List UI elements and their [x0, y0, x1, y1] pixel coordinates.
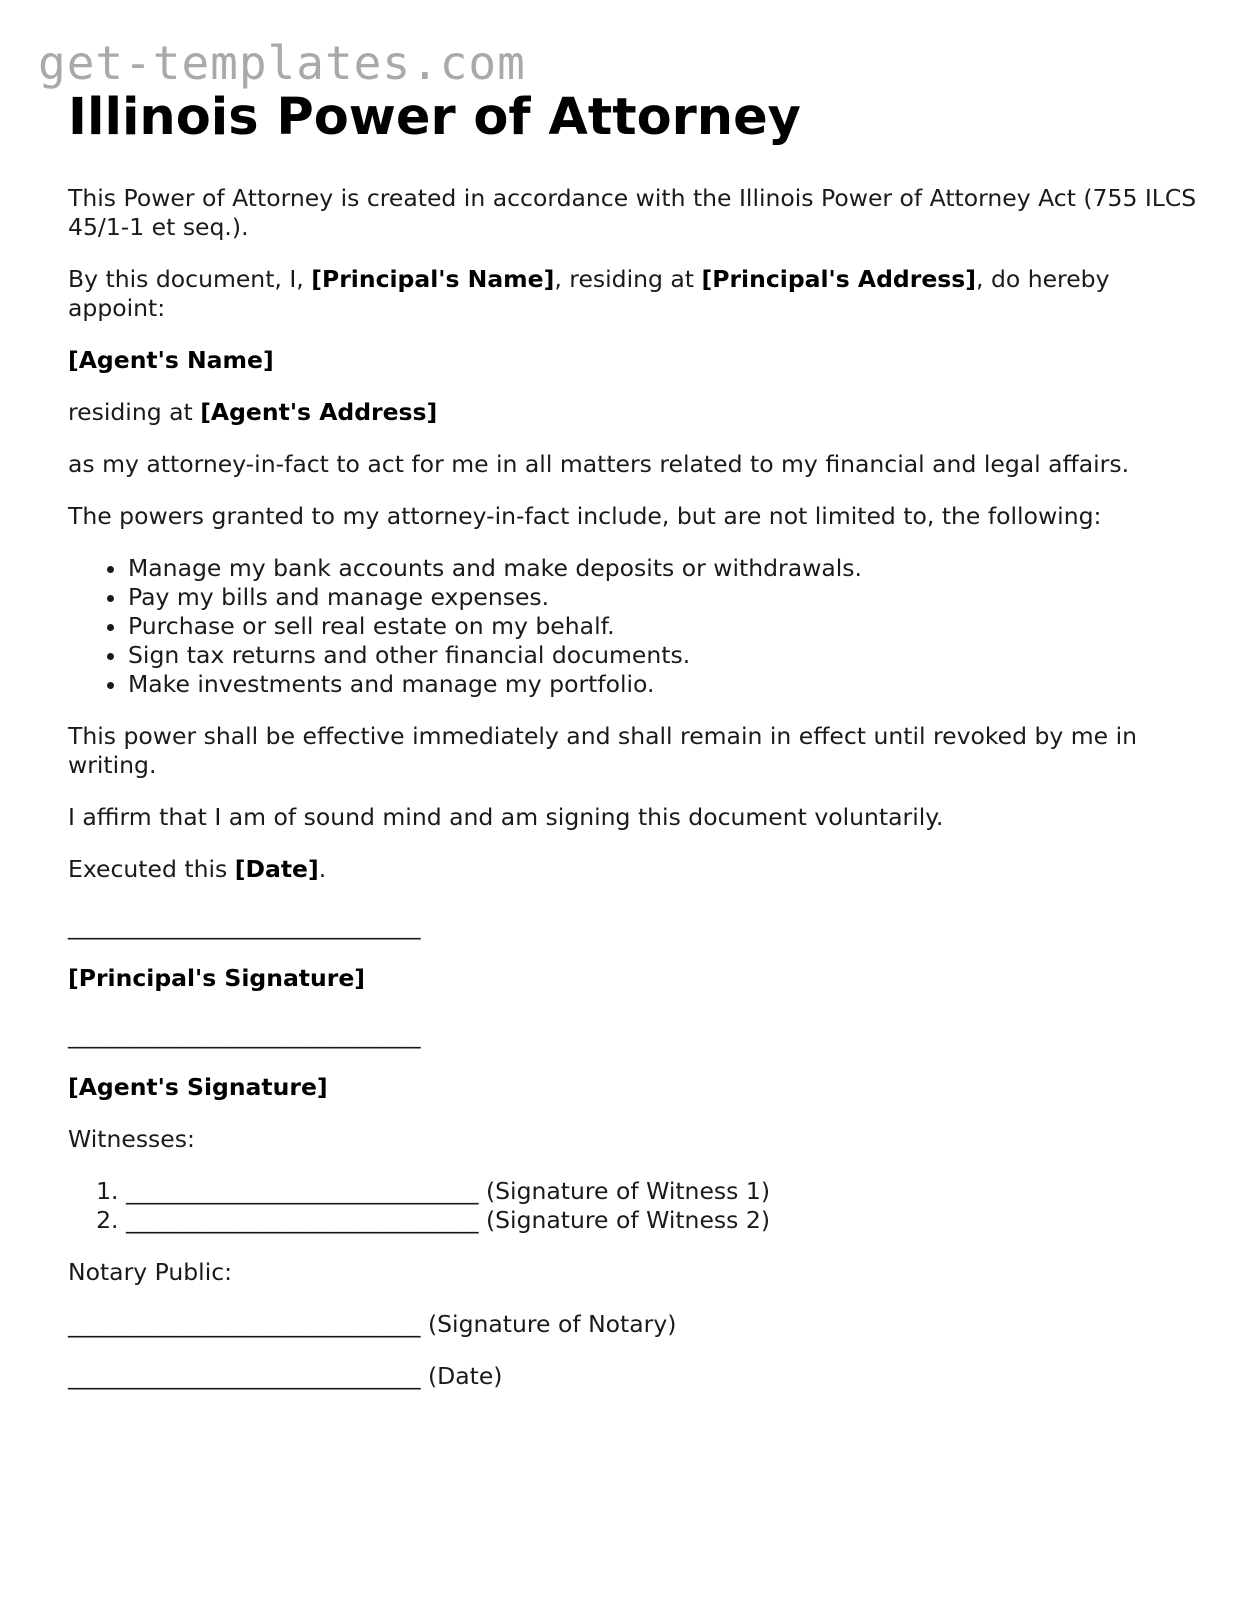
- powers-intro-paragraph: The powers granted to my attorney-in-fact include, but are not limited to, the following:: [68, 502, 1102, 530]
- watermark: get-templates.com: [38, 36, 526, 90]
- executed-suffix: .: [318, 855, 327, 883]
- agent-name-paragraph: [68, 346, 1198, 375]
- witness-signature-line[interactable]: ______________________________: [126, 1177, 479, 1205]
- witness-caption: (Signature of Witness 2): [478, 1206, 770, 1234]
- principal-signature-placeholder: [Principal's Signature]: [68, 964, 366, 992]
- notary-signature-row: [68, 1310, 1198, 1339]
- appoint-paragraph: [68, 265, 1198, 323]
- document-title: Illinois Power of Attorney: [68, 88, 801, 147]
- agent-address-paragraph: [68, 398, 1198, 427]
- witness-item: [126, 1177, 1198, 1206]
- attorney-scope-paragraph: as my attorney-in-fact to act for me in all matters related to my financial and legal affairs.: [68, 450, 1130, 478]
- document-body: [68, 88, 1198, 1414]
- executed-prefix: Executed this: [68, 855, 235, 883]
- date-placeholder: [Date]: [234, 855, 319, 883]
- power-item: • Manage my bank accounts and make deposits or withdrawals.: [128, 554, 1198, 583]
- notary-date-line[interactable]: ______________________________: [68, 1362, 421, 1390]
- principal-address-placeholder: [Principal's Address]: [701, 265, 976, 293]
- witness-item: [126, 1206, 1198, 1235]
- effective-paragraph: This power shall be effective immediately and shall remain in effect until revoked by me in writing.: [68, 722, 1138, 779]
- agent-residing-prefix: residing at: [68, 398, 201, 426]
- notary-signature-line[interactable]: ______________________________: [68, 1310, 421, 1338]
- appoint-suffix: , do hereby appoint:: [68, 265, 1110, 322]
- agent-name-placeholder: [Agent's Name]: [68, 346, 274, 374]
- principal-signature-label: [68, 964, 1198, 993]
- notary-date-caption: (Date): [420, 1362, 503, 1390]
- power-item: • Make investments and manage my portfolio.: [128, 670, 1198, 699]
- appoint-prefix: By this document, I,: [68, 265, 312, 293]
- agent-address-placeholder: [Agent's Address]: [200, 398, 438, 426]
- power-item: • Purchase or sell real estate on my behalf.: [128, 612, 1198, 641]
- witnesses-list: [68, 1177, 1198, 1235]
- affirm-paragraph: I affirm that I am of sound mind and am signing this document voluntarily.: [68, 803, 944, 831]
- principal-name-placeholder: [Principal's Name]: [311, 265, 555, 293]
- executed-paragraph: [68, 855, 1198, 884]
- notary-signature-caption: (Signature of Notary): [420, 1310, 677, 1338]
- intro-paragraph: This Power of Attorney is created in accordance with the Illinois Power of Attorney Act (755 ILCS 45/1-1 et seq.).: [68, 184, 1197, 241]
- witnesses-label: Witnesses:: [68, 1125, 195, 1153]
- powers-list: [68, 554, 1198, 699]
- notary-label: Notary Public:: [68, 1258, 233, 1286]
- witness-caption: (Signature of Witness 1): [478, 1177, 770, 1205]
- notary-date-row: [68, 1362, 1198, 1391]
- agent-signature-placeholder: [Agent's Signature]: [68, 1073, 328, 1101]
- agent-signature-line[interactable]: ______________________________: [68, 1021, 421, 1049]
- appoint-middle: , residing at: [554, 265, 702, 293]
- power-item: • Pay my bills and manage expenses.: [128, 583, 1198, 612]
- witness-signature-line[interactable]: ______________________________: [126, 1206, 479, 1234]
- power-item: • Sign tax returns and other financial documents.: [128, 641, 1198, 670]
- agent-signature-label: [68, 1073, 1198, 1102]
- principal-signature-line[interactable]: ______________________________: [68, 912, 421, 940]
